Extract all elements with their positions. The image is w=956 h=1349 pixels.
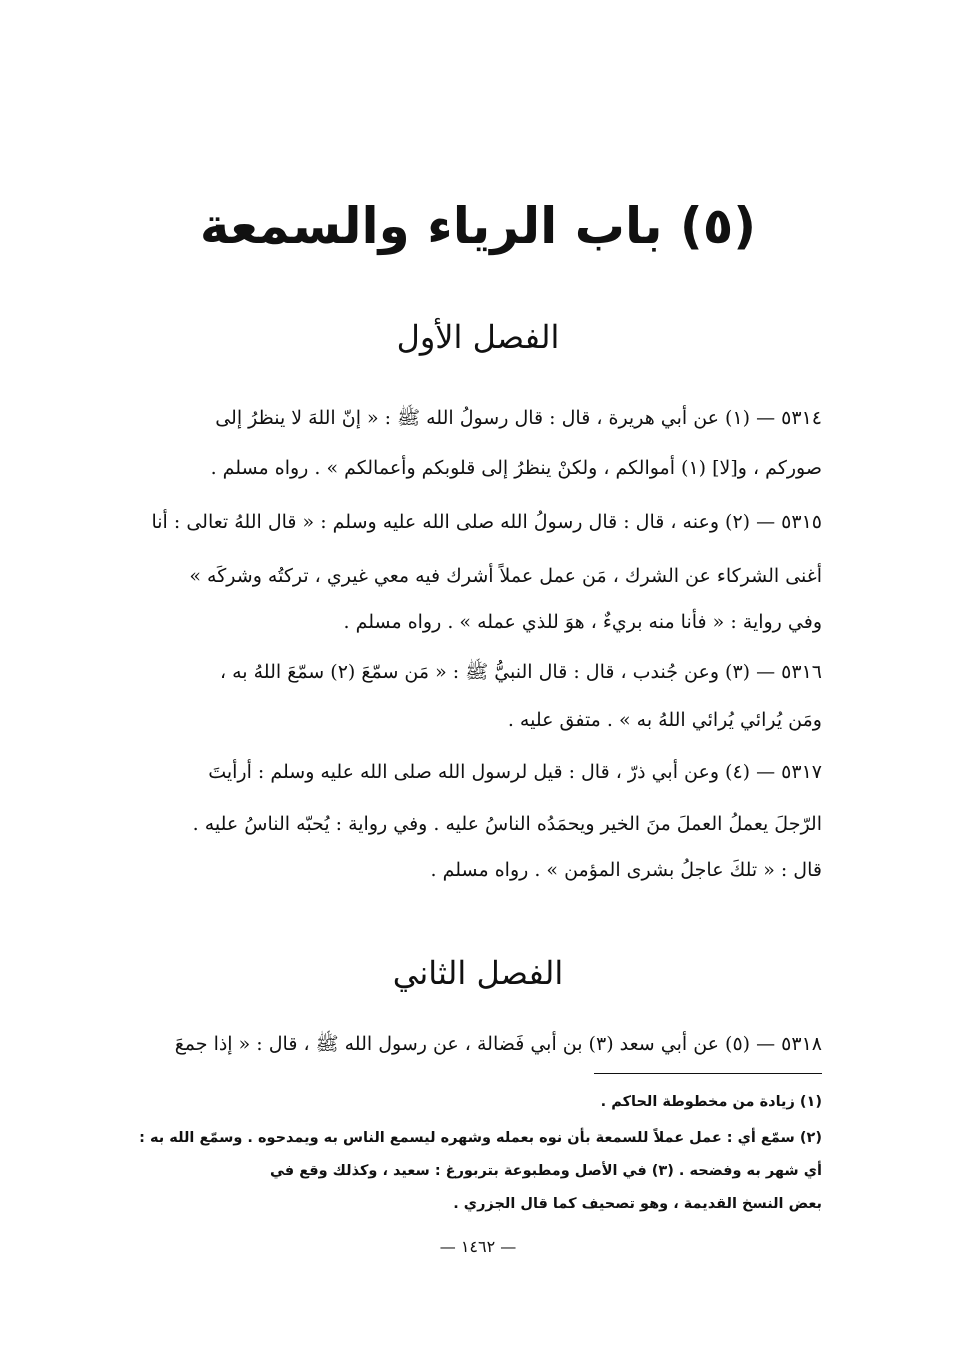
page-number: — ١٤٦٢ — [439,1237,517,1256]
footnote-separator [594,1073,822,1074]
footnote-line: أي شهر به وفضحه . (٣) في الأصل ومطبوعة بتربورغ : سعيد ، وكذلك وقع في [269,1163,822,1179]
section-title-first: الفصل الأول [396,318,560,356]
hadith-line: أغنى الشركاء عن الشرك ، مَن عمل عملاً أشرك فيه معي غيري ، تركتُه وشركَه » [189,565,822,587]
hadith-line: صوركم ، و[لا] (١) أموالكم ، ولكنْ ينظرُ إلى قلوبكم وأعمالكم » . رواه مسلم . [210,457,822,479]
hadith-line: وفي رواية : « فأنا منه بريءٌ ، هوَ للذي عمله » . رواه مسلم . [343,611,822,633]
hadith-line: ٥٣١٨ — (٥) عن أبي سعد (٣) بن أبي فَضالة ، عن رسول الله ﷺ ، قال : « إذا جمعَ [174,1033,822,1055]
hadith-line: ٥٣١٧ — (٤) وعن أبي ذرّ ، قال : قيل لرسول الله صلى الله عليه وسلم : أرأيتَ [208,761,822,783]
hadith-line: ٥٣١٤ — (١) عن أبي هريرة ، قال : قال رسولُ الله ﷺ : « إنّ اللهَ لا ينظرُ إلى [215,407,822,429]
footnote-line: بعض النسخ القديمة ، وهو تصحيف كما قال الجزري . [453,1196,822,1212]
chapter-title: (٥) باب الرياء والسمعة [199,197,757,255]
footnote-line: (٢) سمّع أي : عمل عملاً للسمعة بأن نوه بعمله وشهره ليسمع الناس به ويمدحوه . وسمّع الله به : [139,1130,822,1146]
hadith-line: قال : « تلكَ عاجلُ بشرى المؤمن » . رواه مسلم . [430,859,822,881]
section-title-second: الفصل الثاني [392,954,564,992]
hadith-line: الرّجلَ يعملُ العملَ منَ الخير ويحمَدُه الناسُ عليه . وفي رواية : يُحبّه الناسُ عليه . [192,813,822,835]
hadith-line: ٥٣١٥ — (٢) وعنه ، قال : قال رسولُ الله صلى الله عليه وسلم : « قال اللهُ تعالى : أنا [151,511,822,533]
hadith-line: ٥٣١٦ — (٣) وعن جُندب ، قال : قال النبيُّ ﷺ : « مَن سمّعَ (٢) سمّعَ اللهُ به ، [219,661,822,683]
footnote-line: (١) زيادة من مخطوطة الحاكم . [600,1094,822,1110]
hadith-line: ومَن يُرائي يُرائي اللهُ به » . متفق عليه . [507,709,822,731]
